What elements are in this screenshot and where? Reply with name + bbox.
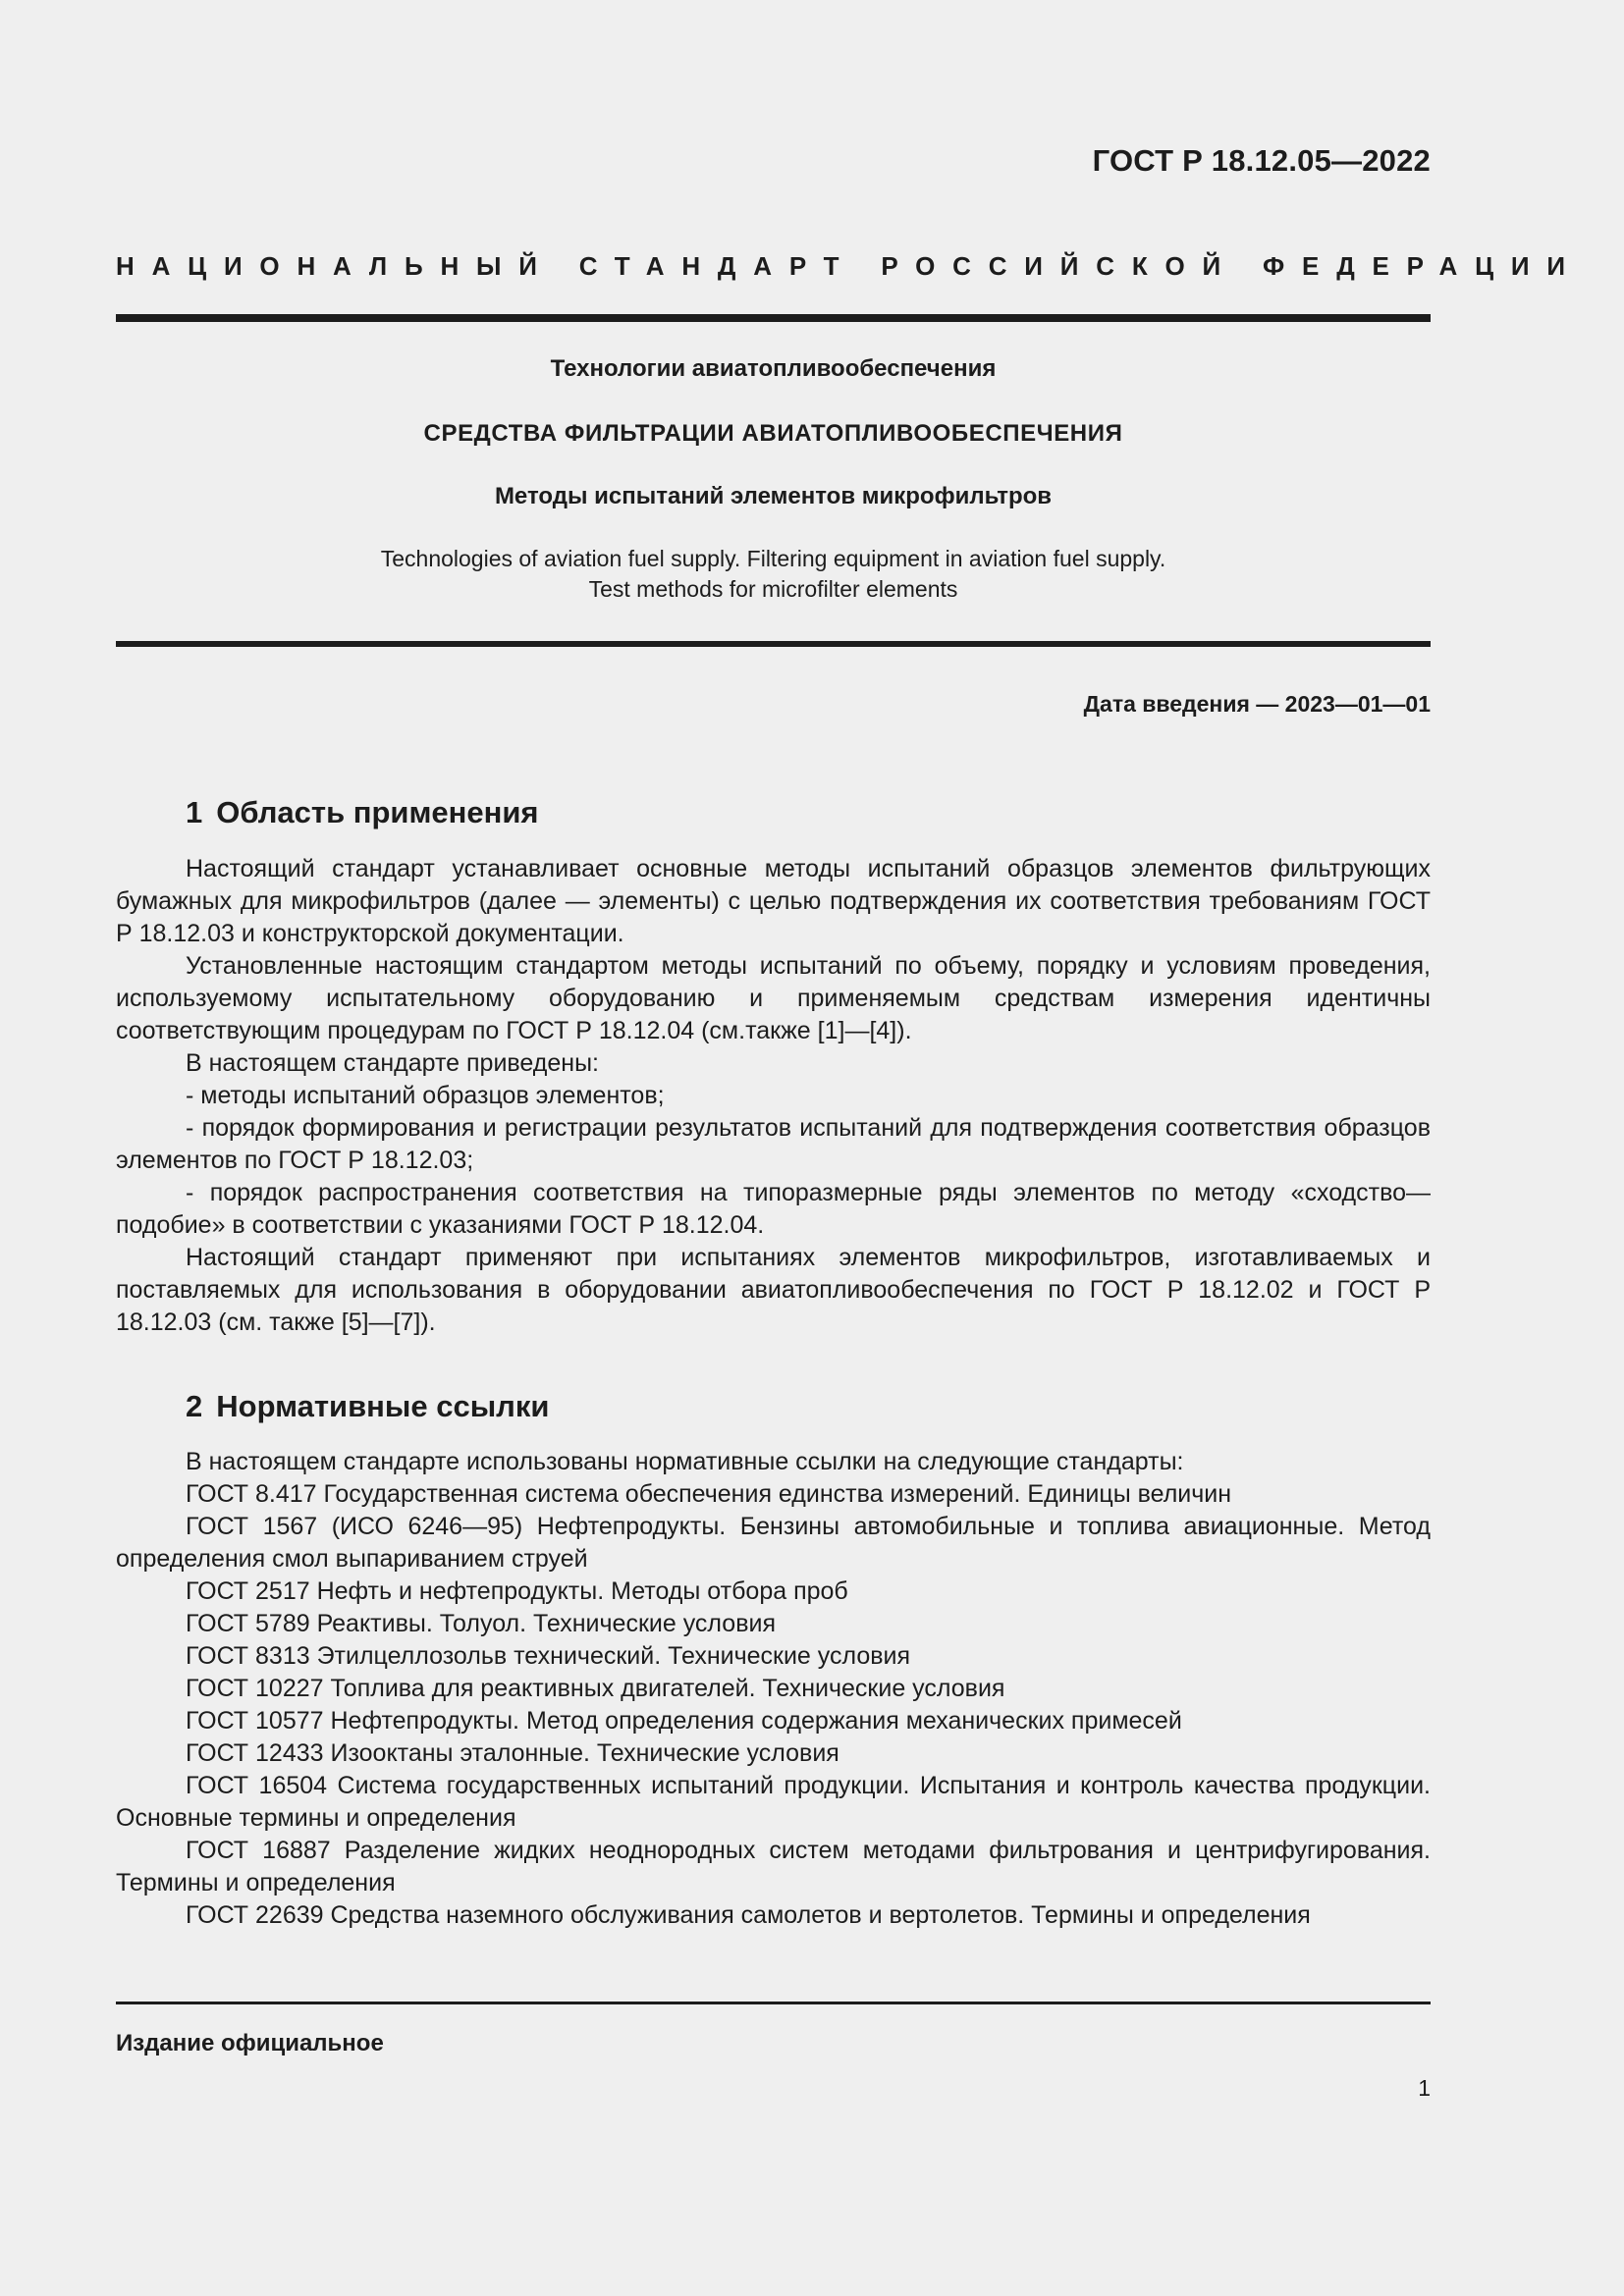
section-title: Нормативные ссылки (216, 1389, 550, 1423)
reference-item: ГОСТ 8.417 Государственная система обеспечения единства измерений. Единицы величин (186, 1480, 1232, 1508)
reference-item: ГОСТ 10227 Топлива для реактивных двигателей. Технические условия (186, 1675, 1005, 1702)
list-item: - порядок формирования и регистрации результатов испытаний для подтверждения соответствия образцов элементов по ГОСТ Р 18.12.03; (116, 1114, 1431, 1174)
paragraph: В настоящем стандарте приведены: (186, 1049, 599, 1077)
official-edition-label: Издание официальное (116, 2030, 384, 2056)
section-normative-references (116, 1389, 1431, 1932)
paragraph: Настоящий стандарт устанавливает основные методы испытаний образцов элементов фильтрующих бумажных для микрофильтров (далее — элементы) с целью подтверждения их соответствия требованиям ГОСТ Р 18.12.03 и конструкторской документации. (116, 855, 1431, 947)
standard-subtitle: Технологии авиатопливообеспечения (550, 355, 997, 382)
reference-item: ГОСТ 10577 Нефтепродукты. Метод определения содержания механических примесей (186, 1707, 1182, 1735)
list-item: - порядок распространения соответствия на типоразмерные ряды элементов по методу «сходство—подобие» в соответствии с указаниями ГОСТ Р 18.12.04. (116, 1179, 1431, 1239)
national-standard-banner: НАЦИОНАЛЬНЫЙ СТАНДАРТ РОССИЙСКОЙ ФЕДЕРАЦИИ (116, 251, 1583, 281)
english-title-line-2: Test methods for microfilter elements (588, 576, 958, 602)
page-number: 1 (1418, 2075, 1431, 2101)
introduction-date: Дата введения — 2023—01—01 (1083, 691, 1431, 717)
reference-item: ГОСТ 12433 Изооктаны эталонные. Технические условия (186, 1739, 839, 1767)
document-number: ГОСТ Р 18.12.05—2022 (1092, 143, 1431, 178)
reference-item: ГОСТ 16504 Система государственных испытаний продукции. Испытания и контроль качества продукции. Основные термины и определения (116, 1772, 1431, 1832)
reference-item: ГОСТ 1567 (ИСО 6246—95) Нефтепродукты. Бензины автомобильные и топлива авиационные. Метод определения смол выпариванием струей (116, 1513, 1431, 1573)
reference-item: ГОСТ 5789 Реактивы. Толуол. Технические условия (186, 1610, 776, 1637)
section-scope (116, 795, 1431, 1339)
paragraph: Установленные настоящим стандартом методы испытаний по объему, порядку и условиям проведения, используемому испытательному оборудованию и применяемым средствам измерения идентичны соответствующим процедурам по ГОСТ Р 18.12.04 (см.также [1]—[4]). (116, 952, 1431, 1044)
english-title (116, 544, 1431, 605)
section-heading (116, 1389, 1431, 1424)
reference-item: ГОСТ 2517 Нефть и нефтепродукты. Методы отбора проб (186, 1577, 848, 1605)
section-number: 2 (186, 1389, 203, 1423)
paragraph: В настоящем стандарте использованы нормативные ссылки на следующие стандарты: (186, 1448, 1184, 1475)
section-number: 1 (186, 795, 203, 829)
reference-item: ГОСТ 8313 Этилцеллозольв технический. Технические условия (186, 1642, 911, 1670)
standard-methods-title: Методы испытаний элементов микрофильтров (494, 483, 1053, 509)
section-heading (116, 795, 1431, 830)
reference-item: ГОСТ 22639 Средства наземного обслуживания самолетов и вертолетов. Термины и определения (186, 1901, 1311, 1929)
title-bottom-rule (116, 641, 1431, 647)
list-item: - методы испытаний образцов элементов; (186, 1082, 665, 1109)
top-rule (116, 314, 1431, 322)
standard-main-title: СРЕДСТВА ФИЛЬТРАЦИИ АВИАТОПЛИВООБЕСПЕЧЕНИЯ (423, 420, 1123, 447)
section-title: Область применения (216, 795, 539, 829)
english-title-line-1: Technologies of aviation fuel supply. Filtering equipment in aviation fuel supply. (380, 546, 1166, 571)
paragraph: Настоящий стандарт применяют при испытаниях элементов микрофильтров, изготавливаемых и поставляемых для использования в оборудовании авиатопливообеспечения по ГОСТ Р 18.12.02 и ГОСТ Р 18.12.03 (см. также [5]—[7]). (116, 1244, 1431, 1336)
footer-rule (116, 2002, 1431, 2004)
reference-item: ГОСТ 16887 Разделение жидких неоднородных систем методами фильтрования и центрифугирования. Термины и определения (116, 1837, 1431, 1896)
